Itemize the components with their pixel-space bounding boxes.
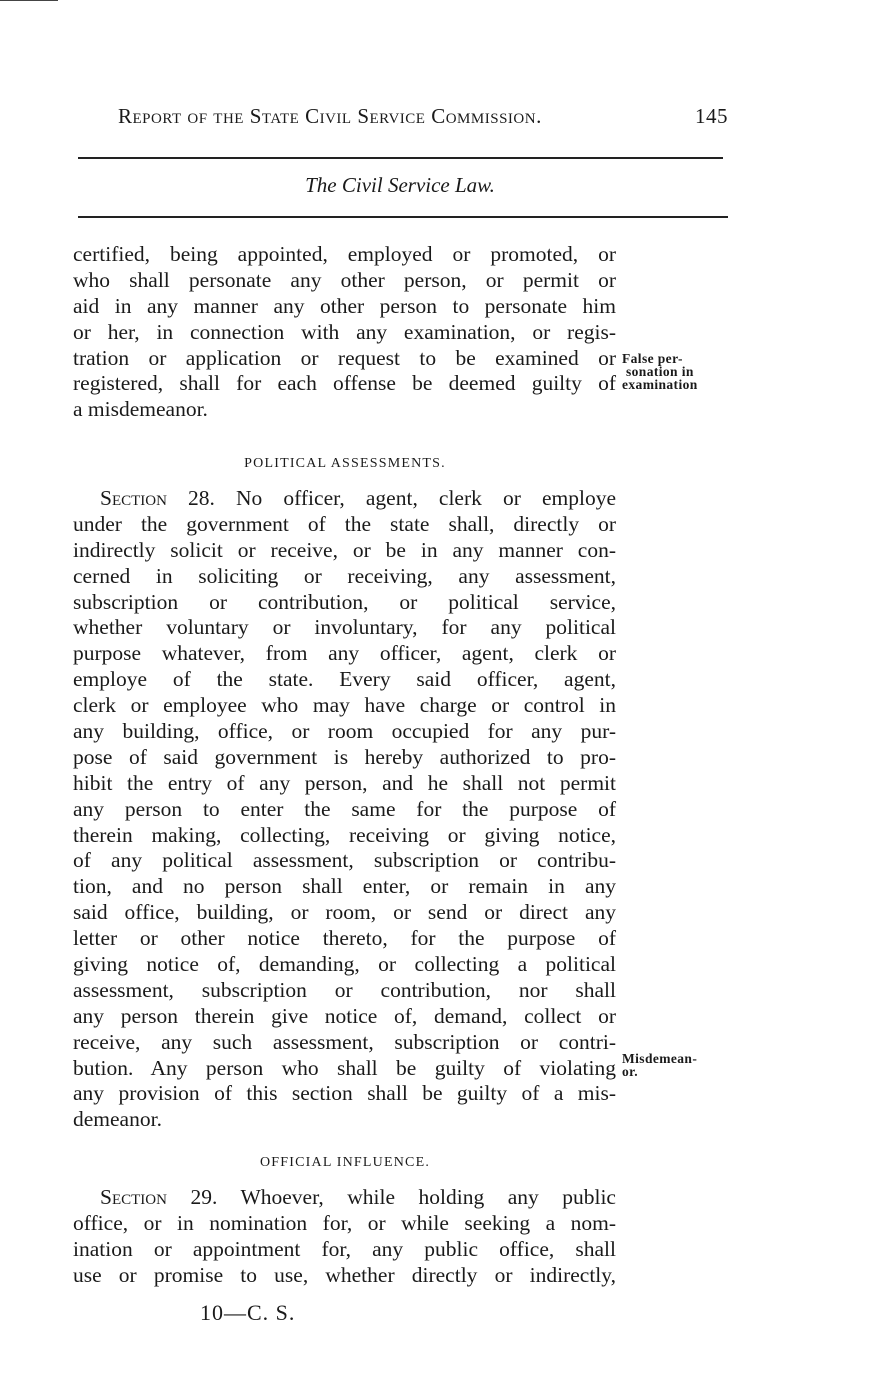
text-line: tion, and no person shall enter, or remain in any: [73, 874, 616, 899]
text-line: Section 28. No officer, agent, clerk or employe: [100, 486, 616, 510]
header-rule-bottom: [78, 216, 728, 218]
text-line: aid in any manner any other person to personate him: [73, 293, 616, 318]
section-heading-official-influence: OFFICIAL INFLUENCE.: [259, 1155, 431, 1170]
text-line: whether voluntary or involuntary, for any political: [73, 615, 616, 640]
text-line: under the government of the state shall, directly or: [73, 511, 616, 536]
corner-rule: [0, 0, 58, 1]
text-line: giving notice of, demanding, or collecting a political: [73, 952, 616, 977]
section-29-label: Section 29.: [100, 1185, 218, 1209]
text-line: any building, office, or room occupied for any pur-: [73, 719, 616, 744]
text-line: or her, in connection with any examination, or regis-: [73, 319, 616, 344]
law-subtitle: The Civil Service Law.: [305, 173, 495, 197]
text-line: letter or other notice thereto, for the purpose of: [73, 926, 616, 951]
text-line: Section 29. Whoever, while holding any public: [100, 1185, 616, 1209]
text-line: clerk or employee who may have charge or control in: [73, 693, 616, 718]
section-28-label: Section 28.: [100, 486, 215, 510]
text-line: any person therein give notice of, demand, collect or: [73, 1003, 616, 1028]
text-line: any provision of this section shall be guilty of a mis-: [73, 1081, 616, 1106]
text-line: subscription or contribution, or political service,: [73, 589, 616, 614]
text-line: of any political assessment, subscription or contribu-: [73, 848, 616, 873]
text-line: receive, any such assessment, subscription or contri-: [73, 1029, 616, 1054]
header-rule-top: [78, 157, 723, 159]
text-line: a misdemeanor.: [73, 397, 208, 422]
text-line: use or promise to use, whether directly or indirectly,: [73, 1262, 616, 1287]
section-28-body: [73, 486, 616, 1133]
text-line: indirectly solicit or receive, or be in any manner con-: [73, 537, 616, 562]
text-line: any person to enter the same for the purpose of: [73, 796, 616, 821]
text-line: office, or in nomination for, or while seeking a nom-: [73, 1210, 616, 1235]
section-29-body: [73, 1185, 616, 1289]
text-line: cerned in soliciting or receiving, any assessment,: [73, 563, 616, 588]
text-line: bution. Any person who shall be guilty of violating: [73, 1055, 616, 1080]
text-line: registered, shall for each offense be deemed guilty of: [73, 371, 616, 396]
signature-mark: 10—C. S.: [200, 1300, 296, 1325]
margin-note-misdemeanor: Misdemean- or.: [622, 1051, 698, 1079]
text-line: pose of said government is hereby authorized to pro-: [73, 744, 616, 769]
page-number: 145: [695, 104, 728, 128]
text-line: tration or application or request to be examined or: [73, 345, 616, 370]
text-line: assessment, subscription or contribution, nor shall: [73, 977, 616, 1002]
text-line: ination or appointment for, any public office, shall: [73, 1236, 616, 1261]
running-head: [118, 104, 728, 129]
text-line: certified, being appointed, employed or promoted, or: [73, 242, 616, 266]
text-line: who shall personate any other person, or permit or: [73, 267, 616, 292]
text-line: said office, building, or room, or send or direct any: [73, 900, 616, 925]
text-line: hibit the entry of any person, and he shall not permit: [73, 770, 616, 795]
text-line: employe of the state. Every said officer, agent,: [73, 667, 616, 692]
continued-paragraph: [73, 242, 616, 423]
text-line: purpose whatever, from any officer, agent, clerk or: [73, 641, 616, 666]
text-line: demeanor.: [73, 1107, 162, 1132]
text-line: therein making, collecting, receiving or giving notice,: [73, 822, 616, 847]
section-heading-political-assessments: POLITICAL ASSESSMENTS.: [244, 456, 446, 471]
margin-note-false-personation: False per- sonation in examination: [622, 351, 698, 392]
running-title: Report of the State Civil Service Commission.: [118, 104, 542, 128]
